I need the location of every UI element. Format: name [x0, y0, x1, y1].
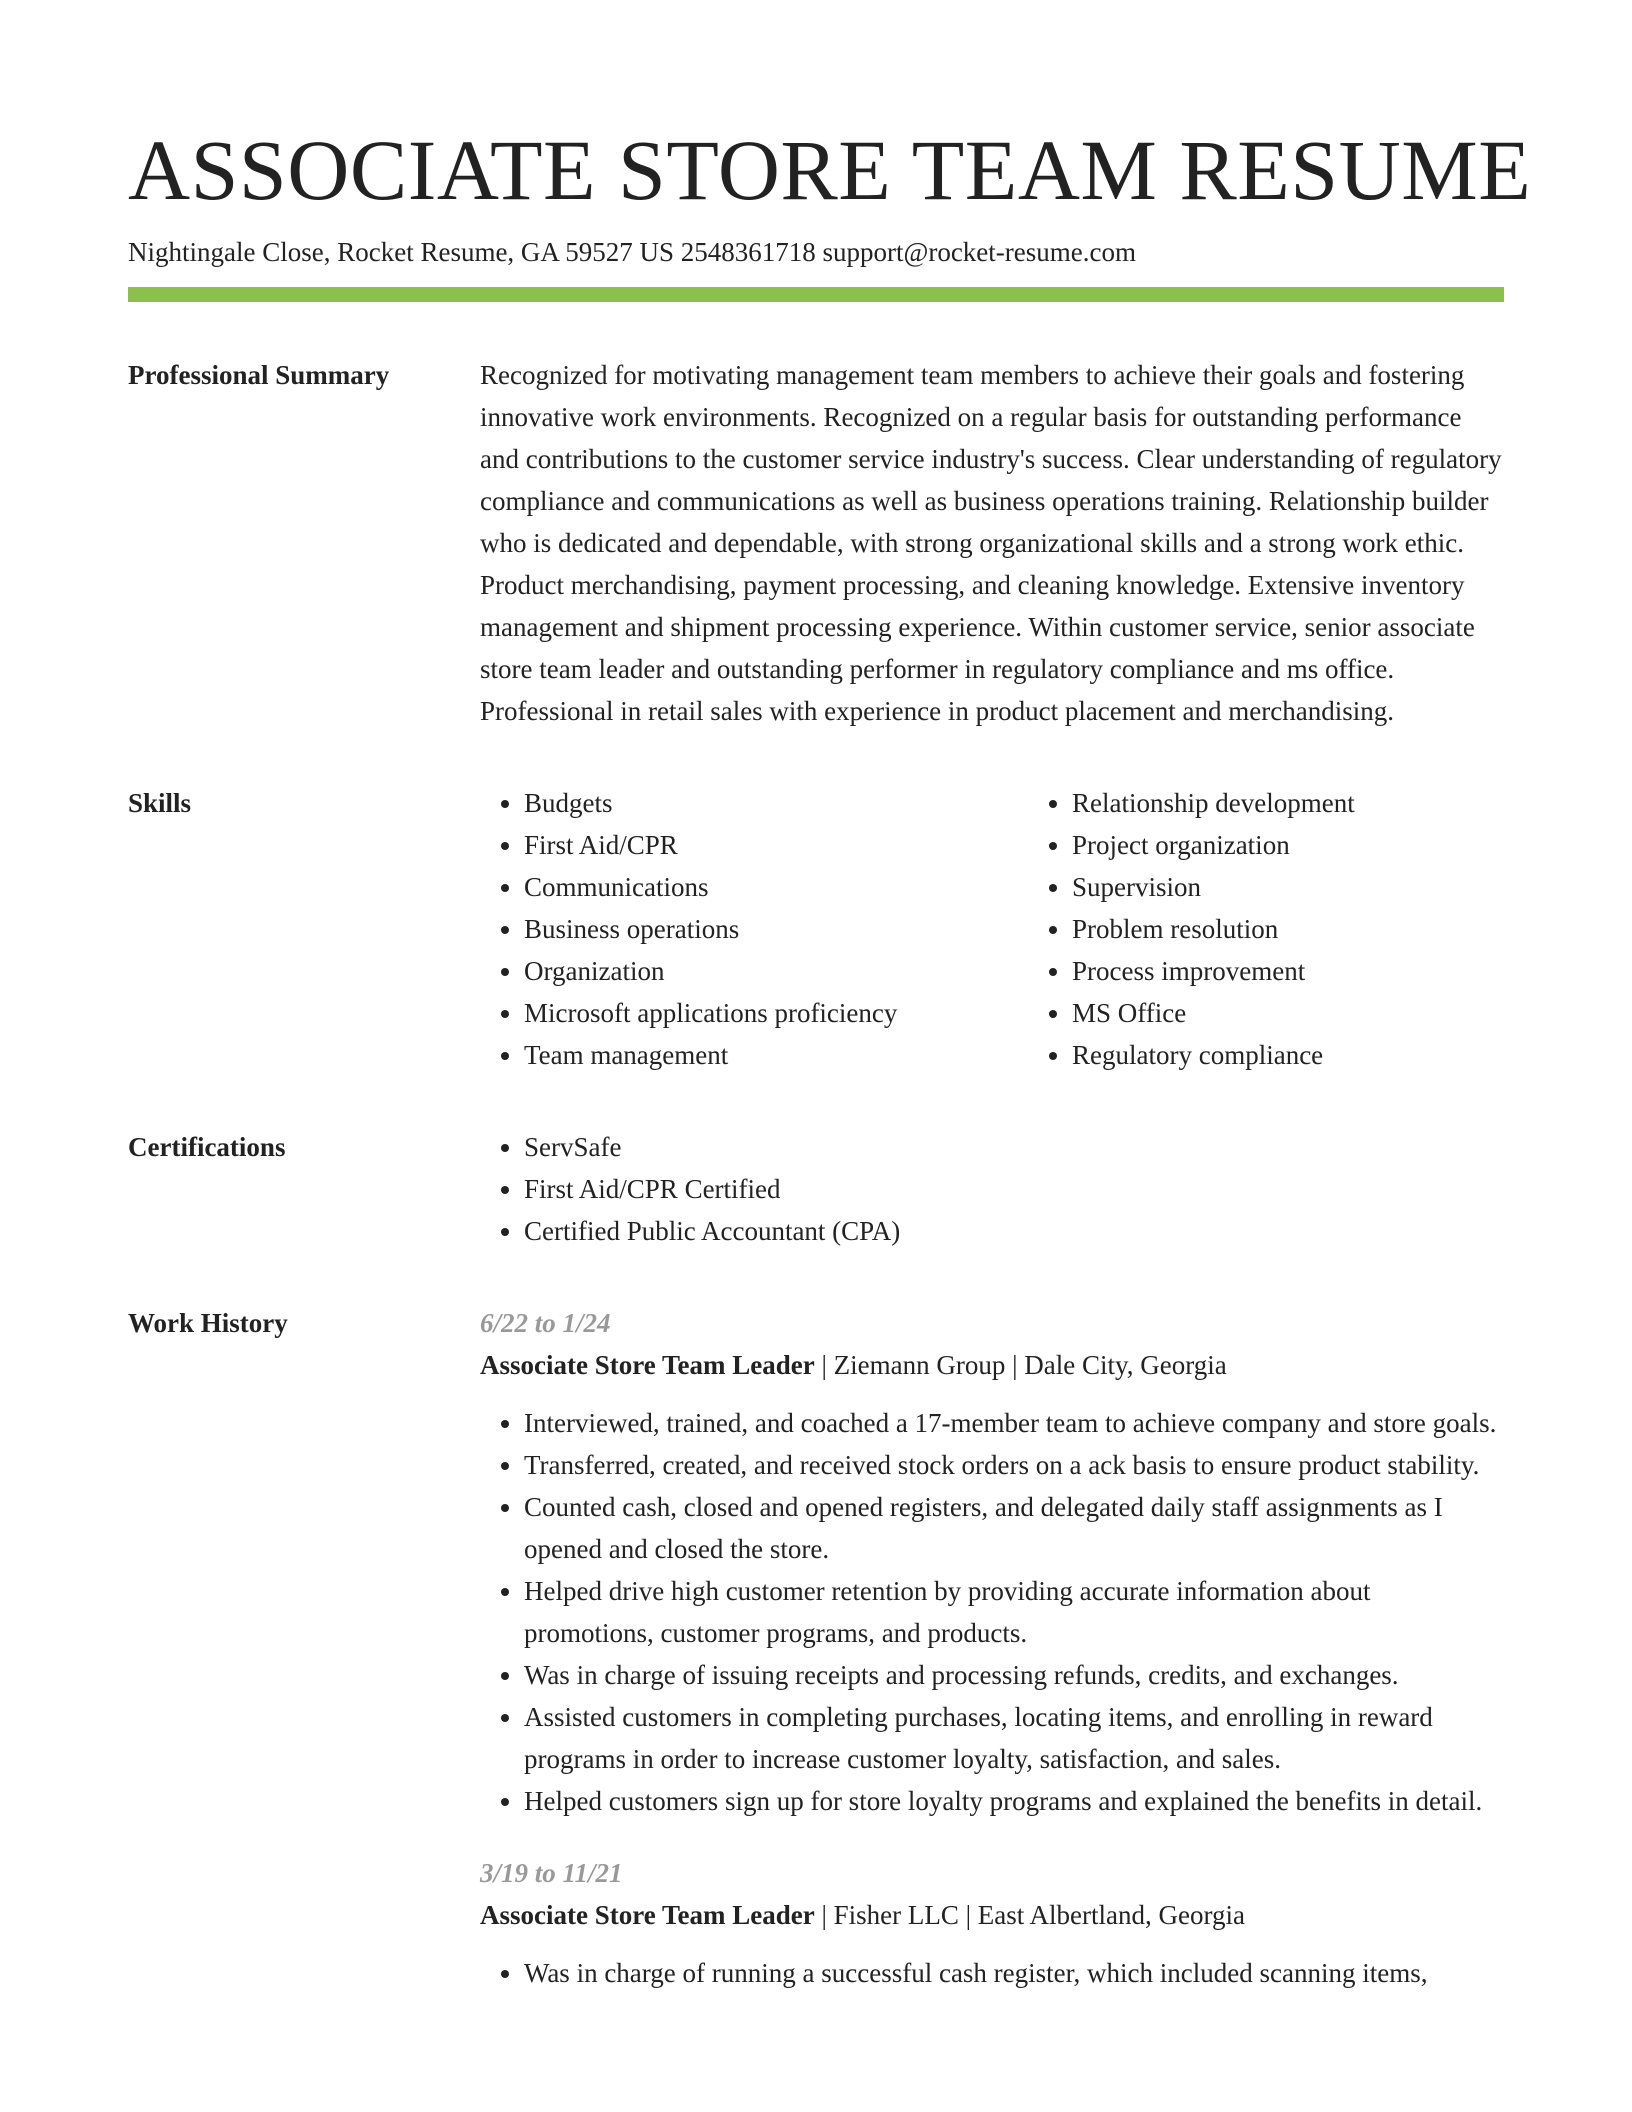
skill-item: • Relationship development [1072, 782, 1576, 824]
contact-info: Nightingale Close, Rocket Resume, GA 59527 US 2548361718 support@rocket-resume.com [128, 237, 1136, 267]
certification-item: • First Aid/CPR Certified [524, 1168, 1504, 1210]
skill-item: • Problem resolution [1072, 908, 1576, 950]
resume-page [128, 118, 1532, 1994]
job-entry [480, 1852, 1504, 1994]
skill-item: • Budgets [524, 782, 1028, 824]
skill-item: • Process improvement [1072, 950, 1576, 992]
skill-item: • Microsoft applications proficiency [524, 992, 1028, 1034]
job-title: Associate Store Team Leader [480, 1900, 815, 1930]
skill-item: • Supervision [1072, 866, 1576, 908]
job-bullets [480, 1402, 1504, 1822]
job-bullet: • Was in charge of issuing receipts and processing refunds, credits, and exchanges. [524, 1654, 1504, 1696]
certification-item: • ServSafe [524, 1126, 1504, 1168]
skill-item: • First Aid/CPR [524, 824, 1028, 866]
summary-text: Recognized for motivating management team members to achieve their goals and fostering innovative work environments. Recognized on a regular basis for outstanding performance and contributions to the customer service industry's success. Clear understanding of regulatory compliance and communications as well as business operations training. Relationship builder who is dedicated and dependable, with strong organizational skills and a strong work ethic. Product merchandising, payment processing, and cleaning knowledge. Extensive inventory management and shipment processing experience. Within customer service, senior associate store team leader and outstanding performer in regulatory compliance and ms office. Professional in retail sales with experience in product placement and merchandising. [480, 360, 1502, 726]
job-dates: 3/19 to 11/21 [480, 1858, 623, 1888]
job-bullet: • Helped drive high customer retention by providing accurate information about promotions, customer programs, and products. [524, 1570, 1504, 1654]
skill-item: • Regulatory compliance [1072, 1034, 1576, 1076]
certification-item: • Certified Public Accountant (CPA) [524, 1210, 1504, 1252]
skill-item: • Team management [524, 1034, 1028, 1076]
job-heading [480, 1344, 1504, 1386]
job-bullet: • Was in charge of running a successful cash register, which included scanning items, [524, 1952, 1504, 1994]
job-bullet: • Transferred, created, and received stock orders on a ack basis to ensure product stability. [524, 1444, 1504, 1486]
skills-list-right [1028, 782, 1576, 1076]
job-heading [480, 1894, 1504, 1936]
skills-section [128, 782, 1504, 1076]
job-entry [480, 1302, 1504, 1822]
job-title: Associate Store Team Leader [480, 1350, 815, 1380]
job-company-location: | Fisher LLC | East Albertland, Georgia [814, 1900, 1245, 1930]
skill-item: • Organization [524, 950, 1028, 992]
job-bullet: • Assisted customers in completing purchases, locating items, and enrolling in reward programs in order to increase customer loyalty, satisfaction, and sales. [524, 1696, 1504, 1780]
job-company-location: | Ziemann Group | Dale City, Georgia [814, 1350, 1227, 1380]
summary-section [128, 354, 1504, 732]
skill-item: • Project organization [1072, 824, 1576, 866]
certifications-list [480, 1126, 1504, 1252]
job-dates: 6/22 to 1/24 [480, 1308, 611, 1338]
skill-item: • Communications [524, 866, 1028, 908]
job-bullet: • Interviewed, trained, and coached a 17-member team to achieve company and store goals. [524, 1402, 1504, 1444]
skill-item: • Business operations [524, 908, 1028, 950]
section-title-certifications: Certifications [128, 1132, 286, 1162]
certifications-section [128, 1126, 1504, 1252]
resume-title: ASSOCIATE STORE TEAM RESUME [128, 122, 1532, 218]
section-title-skills: Skills [128, 788, 192, 818]
skills-list-left [480, 782, 1028, 1076]
section-title-work-history: Work History [128, 1308, 288, 1338]
section-title-summary: Professional Summary [128, 360, 390, 390]
header-divider [128, 287, 1504, 302]
job-bullet: • Counted cash, closed and opened registers, and delegated daily staff assignments as I opened and closed the store. [524, 1486, 1504, 1570]
work-history-section [128, 1302, 1504, 1994]
skill-item: • MS Office [1072, 992, 1576, 1034]
job-bullet: • Helped customers sign up for store loyalty programs and explained the benefits in detail. [524, 1780, 1504, 1822]
job-bullets [480, 1952, 1504, 1994]
